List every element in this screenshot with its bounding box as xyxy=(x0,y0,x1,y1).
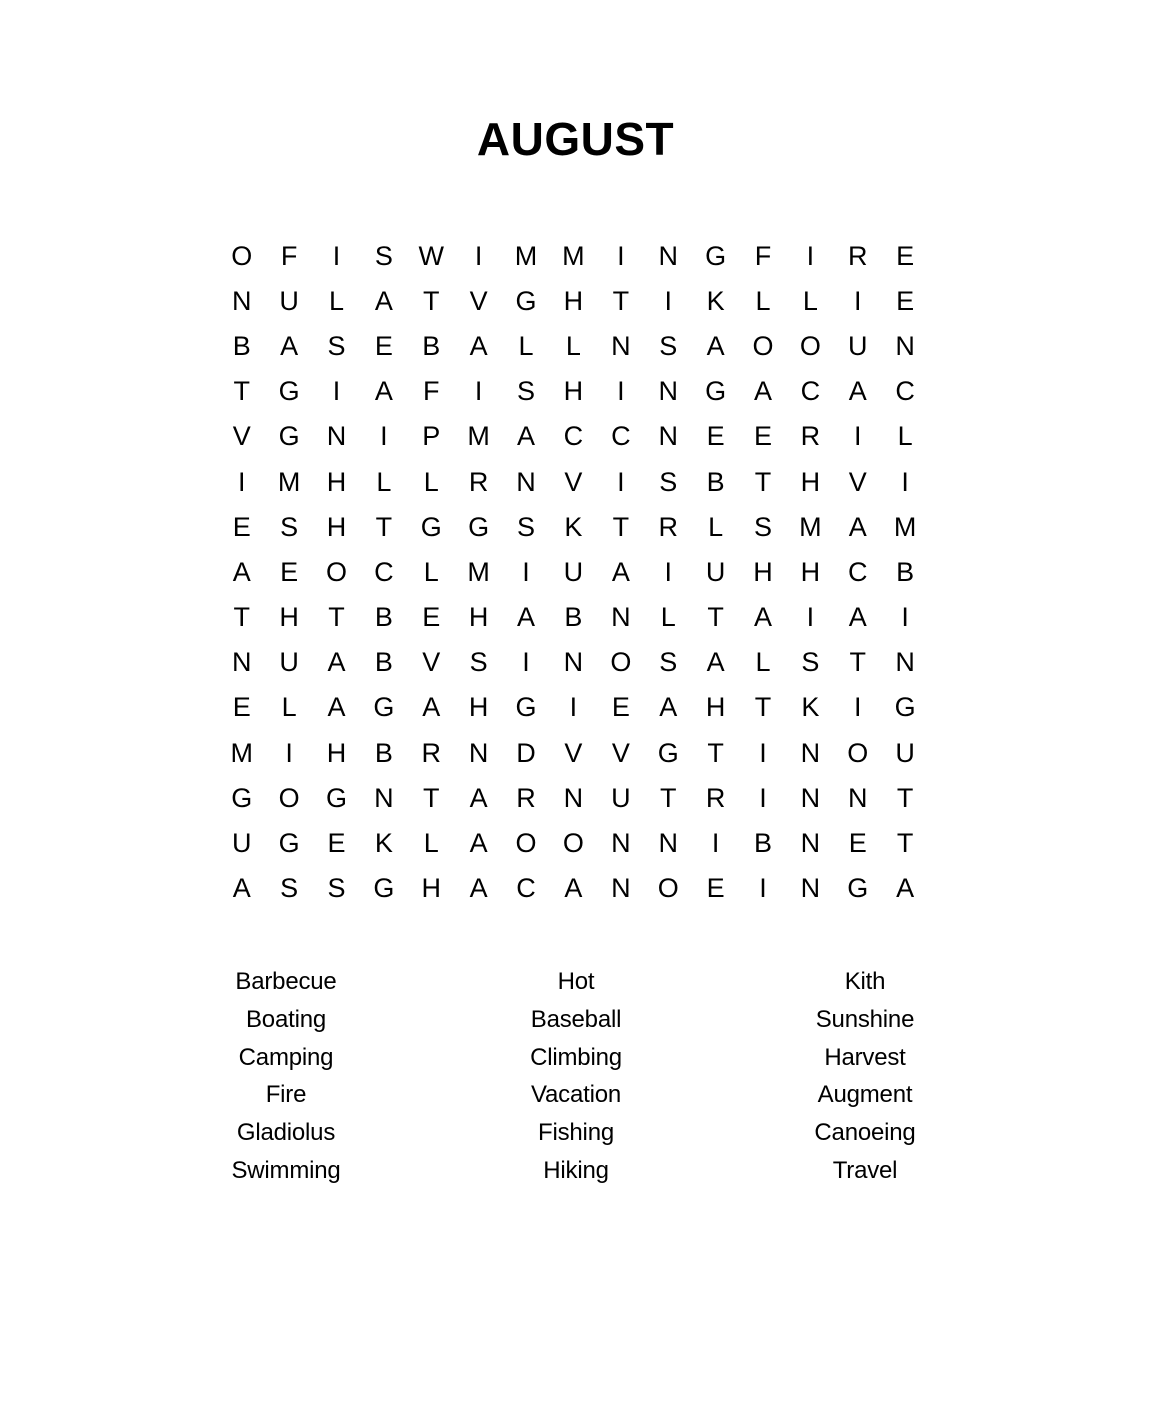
grid-letter: L xyxy=(376,466,392,497)
word-list-item: Hot xyxy=(557,968,595,995)
grid-letter: E xyxy=(374,330,393,361)
grid-letter: U xyxy=(705,556,726,587)
word-list-column-3 xyxy=(745,963,985,1190)
grid-letter: T xyxy=(233,376,250,407)
grid-letter: H xyxy=(468,602,489,633)
grid-letter: A xyxy=(327,692,346,723)
grid-letter: B xyxy=(564,602,583,633)
grid-letter: A xyxy=(517,421,536,452)
word-list-item: Gladiolus xyxy=(236,1119,336,1147)
grid-letter: S xyxy=(517,511,536,542)
grid-letter: L xyxy=(423,828,439,859)
word-list-item: Swimming xyxy=(231,1156,341,1184)
grid-letter: V xyxy=(469,285,488,316)
grid-letter: G xyxy=(847,873,869,904)
word-list-item: Travel xyxy=(832,1156,898,1184)
grid-letter: V xyxy=(564,466,583,497)
grid-letter: A xyxy=(706,330,725,361)
grid-letter: N xyxy=(895,330,915,361)
grid-letter: U xyxy=(231,828,252,859)
grid-row xyxy=(218,459,933,504)
grid-letter: I xyxy=(522,556,530,587)
grid-letter: H xyxy=(326,737,347,768)
grid-letter: O xyxy=(562,828,584,859)
grid-letter: A xyxy=(659,692,678,723)
grid-letter: A xyxy=(469,330,488,361)
grid-row xyxy=(218,278,933,323)
grid-letter: T xyxy=(754,466,772,497)
grid-letter: I xyxy=(901,466,909,497)
grid-letter: L xyxy=(423,466,439,497)
grid-letter: M xyxy=(230,737,253,768)
grid-letter: A xyxy=(374,376,393,407)
grid-letter: U xyxy=(279,285,299,316)
grid-letter: L xyxy=(281,692,297,723)
word-list-item: Harvest xyxy=(824,1043,906,1071)
grid-letter: V xyxy=(232,421,251,452)
grid-letter: N xyxy=(231,647,252,678)
grid-letter: G xyxy=(278,376,300,407)
grid-letter: E xyxy=(422,602,441,633)
grid-letter: D xyxy=(516,737,536,768)
grid-letter: M xyxy=(467,556,490,587)
grid-letter: I xyxy=(237,466,246,497)
grid-letter: O xyxy=(752,330,774,361)
word-list-item: Baseball xyxy=(530,1005,622,1033)
grid-letter: B xyxy=(706,466,725,497)
grid-letter: I xyxy=(759,873,767,904)
grid-letter: E xyxy=(327,828,346,859)
grid-letter: G xyxy=(515,285,537,316)
grid-letter: T xyxy=(423,285,440,316)
grid-letter: I xyxy=(664,285,672,316)
grid-letter: T xyxy=(896,828,914,859)
grid-letter: V xyxy=(564,737,583,768)
grid-letter: L xyxy=(565,330,581,361)
grid-letter: I xyxy=(711,828,720,859)
grid-letter: M xyxy=(799,511,822,542)
grid-letter: A xyxy=(753,376,772,407)
grid-letter: I xyxy=(617,466,625,497)
grid-letter: G xyxy=(515,692,537,723)
grid-letter: A xyxy=(848,511,867,542)
word-list-item: Sunshine xyxy=(815,1005,915,1033)
grid-letter: M xyxy=(514,240,538,271)
grid-letter: C xyxy=(374,556,394,587)
grid-letter: T xyxy=(896,782,914,813)
word-list-item: Boating xyxy=(246,1005,326,1033)
grid-letter: C xyxy=(611,421,631,452)
word-list-item: Kith xyxy=(844,968,886,995)
grid-letter: A xyxy=(848,602,867,633)
grid-letter: A xyxy=(374,285,393,316)
grid-letter: G xyxy=(468,511,490,542)
grid-row xyxy=(218,640,933,685)
grid-letter: E xyxy=(232,511,251,542)
grid-letter: N xyxy=(326,421,347,452)
grid-row xyxy=(218,730,933,775)
word-list-item: Hiking xyxy=(543,1156,609,1184)
grid-letter: N xyxy=(658,240,678,271)
grid-letter: A xyxy=(232,873,251,904)
grid-letter: N xyxy=(563,782,584,813)
grid-letter: B xyxy=(753,828,772,859)
grid-letter: S xyxy=(374,240,393,271)
grid-letter: S xyxy=(327,873,346,904)
grid-letter: H xyxy=(753,556,773,587)
grid-letter: S xyxy=(659,330,678,361)
grid-letter: T xyxy=(375,511,393,542)
grid-letter: I xyxy=(854,692,862,723)
grid-letter: R xyxy=(658,511,678,542)
grid-letter: N xyxy=(231,285,252,316)
grid-letter: I xyxy=(759,782,767,813)
grid-letter: A xyxy=(753,602,772,633)
grid-row xyxy=(218,820,933,865)
grid-letter: L xyxy=(423,556,439,587)
grid-letter: H xyxy=(563,376,584,407)
grid-letter: I xyxy=(806,602,815,633)
grid-letter: N xyxy=(658,376,678,407)
grid-letter: E xyxy=(611,692,630,723)
word-list-item: Barbecue xyxy=(235,968,337,995)
grid-letter: I xyxy=(664,556,672,587)
grid-letter: H xyxy=(705,692,726,723)
grid-letter: O xyxy=(278,782,300,813)
grid-letter: A xyxy=(706,647,725,678)
grid-letter: T xyxy=(707,737,724,768)
grid-letter: T xyxy=(659,782,677,813)
letter-grid xyxy=(218,233,933,911)
grid-letter: G xyxy=(325,782,347,813)
grid-letter: I xyxy=(617,240,625,271)
grid-letter: O xyxy=(610,647,632,678)
grid-letter: E xyxy=(753,421,772,452)
grid-letter: L xyxy=(708,511,724,542)
grid-letter: W xyxy=(418,240,444,271)
grid-letter: U xyxy=(563,556,584,587)
grid-letter: B xyxy=(896,556,915,587)
grid-row xyxy=(218,866,933,911)
grid-letter: T xyxy=(849,647,867,678)
grid-letter: I xyxy=(522,647,530,678)
grid-row xyxy=(218,233,933,278)
grid-letter: N xyxy=(895,647,915,678)
grid-letter: C xyxy=(563,421,584,452)
grid-letter: N xyxy=(611,602,631,633)
grid-letter: E xyxy=(706,421,725,452)
word-list-item: Fishing xyxy=(538,1119,614,1147)
grid-letter: L xyxy=(660,602,676,633)
grid-letter: B xyxy=(232,330,251,361)
grid-letter: N xyxy=(611,873,631,904)
grid-letter: O xyxy=(515,828,537,859)
grid-letter: R xyxy=(421,737,441,768)
grid-letter: M xyxy=(467,421,490,452)
grid-letter: N xyxy=(468,737,489,768)
grid-letter: T xyxy=(328,602,345,633)
grid-letter: N xyxy=(800,828,821,859)
grid-letter: O xyxy=(325,556,347,587)
grid-letter: O xyxy=(231,240,253,271)
grid-letter: A xyxy=(327,647,346,678)
grid-row xyxy=(218,369,933,414)
grid-letter: T xyxy=(423,782,440,813)
grid-letter: A xyxy=(611,556,630,587)
grid-letter: N xyxy=(563,647,584,678)
grid-letter: A xyxy=(422,692,441,723)
puzzle-title: AUGUST xyxy=(476,113,675,165)
grid-letter: A xyxy=(232,556,251,587)
grid-letter: H xyxy=(800,466,821,497)
grid-letter: G xyxy=(278,828,300,859)
grid-letter: R xyxy=(800,421,821,452)
grid-letter: E xyxy=(232,692,251,723)
grid-letter: M xyxy=(277,466,301,497)
grid-letter: S xyxy=(280,511,299,542)
grid-row xyxy=(218,414,933,459)
grid-letter: M xyxy=(893,511,917,542)
word-list-item: Vacation xyxy=(530,1081,622,1109)
grid-letter: N xyxy=(800,873,821,904)
grid-letter: S xyxy=(327,330,346,361)
grid-row xyxy=(218,504,933,549)
grid-row xyxy=(218,775,933,820)
grid-row xyxy=(218,595,933,640)
word-list-item: Fire xyxy=(265,1081,307,1109)
grid-letter: K xyxy=(706,285,725,316)
grid-letter: H xyxy=(326,466,347,497)
grid-letter: B xyxy=(374,737,393,768)
grid-letter: I xyxy=(854,421,862,452)
grid-letter: N xyxy=(611,828,631,859)
grid-letter: U xyxy=(848,330,868,361)
grid-letter: B xyxy=(374,647,393,678)
grid-letter: G xyxy=(705,376,727,407)
grid-letter: U xyxy=(279,647,299,678)
grid-letter: O xyxy=(657,873,679,904)
grid-letter: V xyxy=(611,737,630,768)
grid-letter: N xyxy=(800,737,821,768)
grid-letter: N xyxy=(848,782,868,813)
grid-letter: H xyxy=(421,873,441,904)
word-list-column-1 xyxy=(166,963,406,1190)
grid-letter: I xyxy=(806,240,815,271)
grid-letter: A xyxy=(896,873,915,904)
grid-letter: R xyxy=(848,240,868,271)
grid-letter: N xyxy=(658,828,678,859)
grid-letter: G xyxy=(373,873,395,904)
grid-letter: E xyxy=(896,240,915,271)
grid-letter: F xyxy=(423,376,440,407)
grid-letter: B xyxy=(422,330,441,361)
word-list-item: Climbing xyxy=(530,1043,622,1071)
grid-letter: H xyxy=(279,602,299,633)
grid-letter: M xyxy=(562,240,585,271)
grid-letter: I xyxy=(332,376,341,407)
grid-letter: G xyxy=(894,692,916,723)
grid-letter: H xyxy=(563,285,584,316)
grid-letter: T xyxy=(754,692,772,723)
grid-letter: A xyxy=(469,873,488,904)
grid-letter: G xyxy=(705,240,727,271)
grid-letter: V xyxy=(422,647,441,678)
grid-letter: N xyxy=(516,466,536,497)
grid-letter: S xyxy=(469,647,488,678)
grid-letter: C xyxy=(516,873,536,904)
grid-letter: R xyxy=(516,782,536,813)
grid-letter: H xyxy=(326,511,347,542)
grid-letter: R xyxy=(705,782,726,813)
grid-letter: S xyxy=(659,466,678,497)
grid-letter: U xyxy=(895,737,915,768)
grid-letter: G xyxy=(278,421,300,452)
grid-letter: A xyxy=(848,376,867,407)
grid-letter: S xyxy=(280,873,299,904)
grid-letter: S xyxy=(659,647,678,678)
word-list-item: Augment xyxy=(817,1081,913,1109)
grid-letter: O xyxy=(799,330,821,361)
grid-letter: T xyxy=(612,511,630,542)
grid-letter: A xyxy=(280,330,299,361)
grid-row xyxy=(218,323,933,368)
grid-letter: A xyxy=(517,602,536,633)
grid-letter: I xyxy=(285,737,293,768)
grid-letter: R xyxy=(468,466,489,497)
grid-letter: S xyxy=(753,511,772,542)
grid-letter: N xyxy=(374,782,394,813)
grid-letter: C xyxy=(895,376,915,407)
grid-letter: E xyxy=(896,285,915,316)
grid-letter: S xyxy=(801,647,820,678)
grid-letter: F xyxy=(754,240,772,271)
grid-letter: V xyxy=(848,466,867,497)
grid-row xyxy=(218,685,933,730)
grid-letter: I xyxy=(569,692,578,723)
grid-letter: U xyxy=(611,782,631,813)
grid-letter: H xyxy=(468,692,489,723)
grid-letter: L xyxy=(328,285,344,316)
grid-letter: B xyxy=(374,602,393,633)
grid-letter: K xyxy=(374,828,393,859)
word-list-item: Canoeing xyxy=(814,1119,916,1147)
grid-letter: L xyxy=(755,285,771,316)
grid-letter: I xyxy=(380,421,388,452)
grid-letter: E xyxy=(848,828,867,859)
grid-letter: F xyxy=(280,240,298,271)
grid-letter: I xyxy=(474,240,483,271)
grid-letter: H xyxy=(800,556,821,587)
grid-letter: L xyxy=(755,647,771,678)
grid-letter: L xyxy=(802,285,818,316)
grid-letter: P xyxy=(422,421,441,452)
grid-letter: C xyxy=(848,556,868,587)
grid-letter: I xyxy=(759,737,767,768)
grid-letter: A xyxy=(564,873,583,904)
grid-letter: N xyxy=(800,782,821,813)
grid-letter: N xyxy=(611,330,631,361)
grid-letter: T xyxy=(233,602,250,633)
grid-letter: G xyxy=(373,692,395,723)
grid-letter: T xyxy=(612,285,630,316)
grid-letter: G xyxy=(657,737,679,768)
grid-letter: L xyxy=(518,330,534,361)
word-list-item: Camping xyxy=(238,1043,334,1071)
grid-letter: I xyxy=(474,376,483,407)
grid-letter: N xyxy=(658,421,678,452)
grid-letter: G xyxy=(231,782,253,813)
grid-row xyxy=(218,549,933,594)
grid-letter: A xyxy=(469,782,488,813)
grid-letter: L xyxy=(897,421,913,452)
grid-letter: E xyxy=(280,556,299,587)
grid-letter: T xyxy=(707,602,724,633)
grid-letter: K xyxy=(564,511,583,542)
grid-letter: I xyxy=(901,602,909,633)
grid-letter: I xyxy=(332,240,341,271)
grid-letter: I xyxy=(617,376,625,407)
word-list-column-2 xyxy=(456,963,696,1190)
grid-letter: O xyxy=(847,737,869,768)
grid-letter: E xyxy=(706,873,725,904)
grid-letter: C xyxy=(800,376,821,407)
grid-letter: K xyxy=(801,692,820,723)
grid-letter: G xyxy=(420,511,442,542)
grid-letter: A xyxy=(469,828,488,859)
grid-letter: S xyxy=(517,376,536,407)
grid-letter: I xyxy=(854,285,862,316)
